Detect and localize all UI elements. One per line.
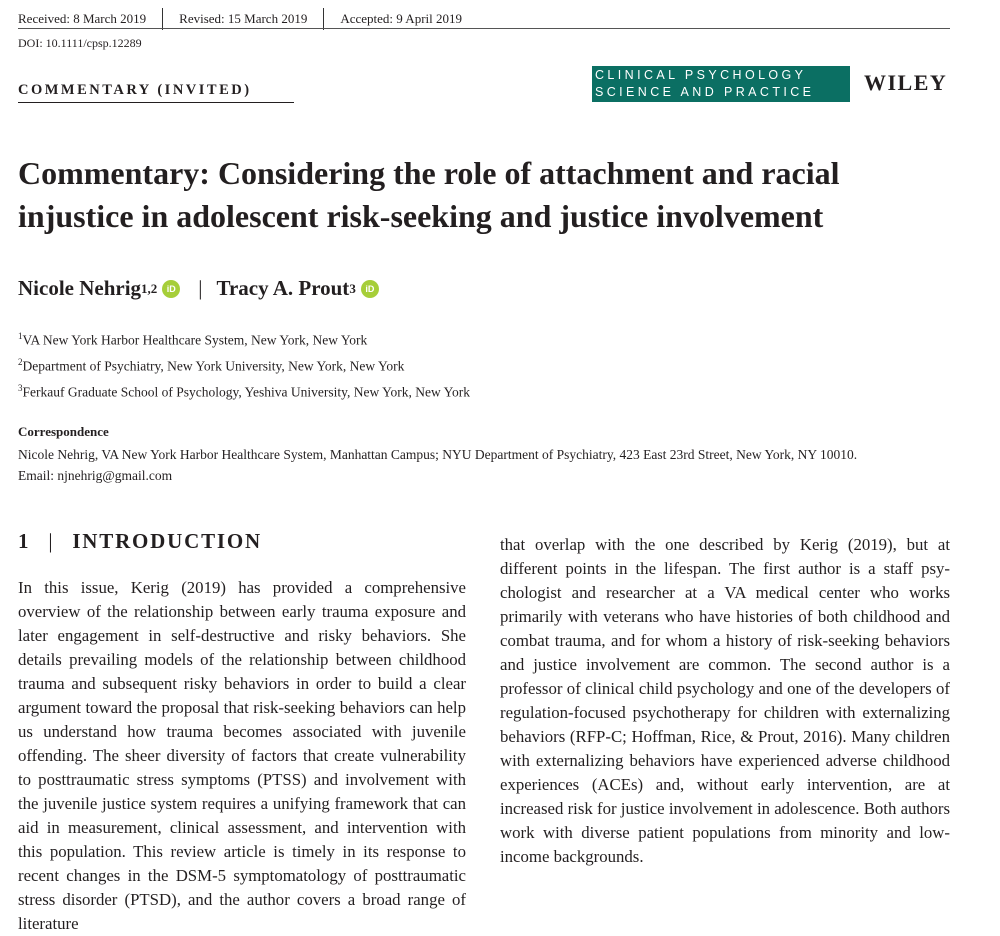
revised-date: Revised: 15 March 2019 (179, 11, 308, 26)
affiliation (18, 331, 367, 349)
orcid-icon[interactable]: iD (361, 280, 379, 298)
body-text-left-column: In this issue, Kerig (2019) has provided a comprehensive overview of the relationship between early trauma exposure and later engagement in self-destructive and risky behaviors. She details prevailing models of the relationship between childhood trauma and subsequent risky behaviors in order to build a clear argument toward the proposal that risk-seeking behaviors can help us understand how trauma becomes associated with juvenile offending. The sheer diversity of factors that create vulnerability to posttraumatic stress symptoms (PTSS) and involvement with the juvenile justice system requires a unifying framework that can aid in measurement, clinical assessment, and intervention with this population. This review article is timely in its response to recent changes in the DSM-5 symptomatology of posttraumatic stress disorder (PTSD), and the author covers a broad range of literature (18, 578, 466, 933)
affiliation (18, 383, 470, 401)
article-type-label: COMMENTARY (INVITED) (18, 82, 252, 98)
correspondence-address: Nicole Nehrig, VA New York Harbor Healthcare System, Manhattan Campus; NYU Department of Psychiatry, 423 East 23rd Street, New York, NY 10010. (18, 447, 858, 462)
received-date: Received: 8 March 2019 (18, 11, 147, 26)
affiliation-number: 3 (18, 383, 23, 393)
correspondence-block (18, 444, 978, 486)
affiliation-text: Department of Psychiatry, New York University, New York, New York (22, 358, 405, 374)
journal-logo (592, 66, 850, 102)
journal-name-line2: SCIENCE AND PRACTICE (595, 85, 815, 99)
orcid-icon[interactable]: iD (162, 280, 180, 298)
article-title: Commentary: Considering the role of attachment and racial injustice in adolescent risk-seeking and justice involvement (18, 155, 840, 234)
header-rule (18, 28, 950, 29)
section-heading (18, 529, 262, 554)
divider (323, 8, 324, 30)
author-name: Tracy A. Prout (216, 276, 350, 300)
affiliation (18, 357, 404, 375)
journal-name-line1: CLINICAL PSYCHOLOGY (595, 68, 807, 82)
section-title: INTRODUCTION (72, 529, 262, 553)
author-separator: | (198, 276, 203, 300)
correspondence-heading: Correspondence (18, 424, 109, 439)
affiliation-text: Ferkauf Graduate School of Psychology, Yeshiva University, New York, New York (22, 384, 470, 400)
section-separator: | (48, 529, 55, 553)
accepted-date: Accepted: 9 April 2019 (340, 11, 462, 26)
body-text-right-column: that overlap with the one described by Kerig (2019), but at different points in the lifespan. The first author is a staff psychologist and researcher at a VA medical center who works primarily with veterans who have histories of both childhood and combat trauma, and for whom a history of risk-seeking behaviors and justice involvement are common. The second author is a professor of clinical child psychology and one of the developers of regulation-focused psychotherapy for children with externalizing behaviors (RFP-C; Hoffman, Rice, & Prout, 2016). Many children with externalizing behaviors have experienced adverse childhood experiences (ACEs) and, without early intervention, are at increased risk for justice involvement in adolescence. Both authors work with diverse patient populations from minority and low-income backgrounds. (500, 535, 950, 866)
article-type-underline (18, 102, 294, 103)
history-dates (18, 8, 462, 30)
affiliation-number: 2 (18, 357, 23, 367)
divider (162, 8, 163, 30)
affiliation-number: 1 (18, 331, 23, 341)
author-name: Nicole Nehrig (18, 276, 142, 300)
publisher-logo: WILEY (864, 70, 948, 95)
correspondence-email[interactable]: Email: njnehrig@gmail.com (18, 468, 173, 483)
section-number: 1 (18, 529, 31, 553)
author-list: Nicole Nehrig 1,2 iD | Tracy A. Prout 3 iD (18, 276, 379, 301)
affiliation-text: VA New York Harbor Healthcare System, New York, New York (22, 332, 368, 348)
doi[interactable]: DOI: 10.1111/cpsp.12289 (18, 36, 142, 50)
